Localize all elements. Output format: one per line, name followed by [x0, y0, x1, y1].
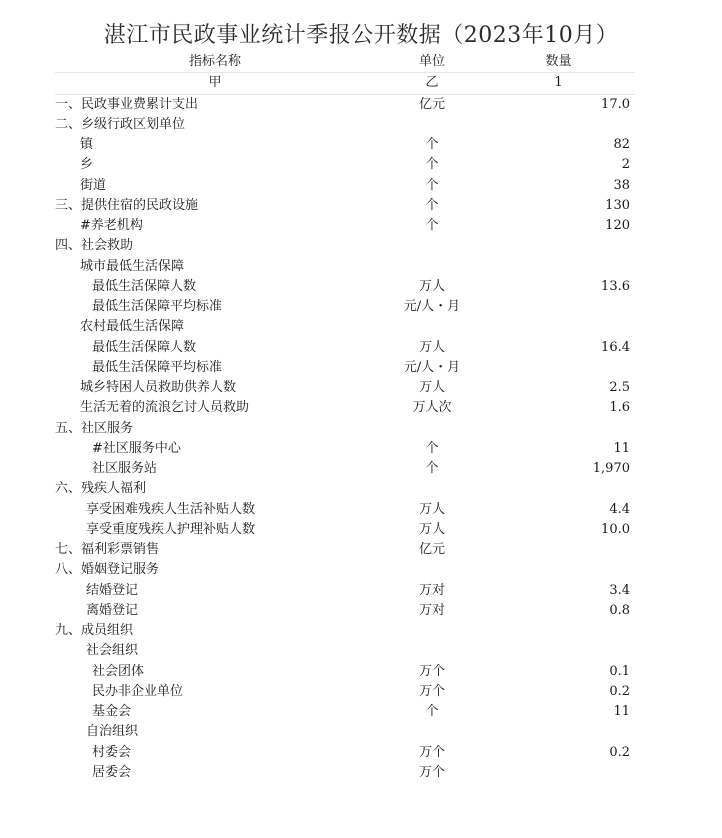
- table-row: [55, 196, 635, 216]
- subheader-unit: 乙: [425, 75, 439, 91]
- row-quantity: 120: [605, 218, 630, 233]
- row-indicator-name: 最低生活保障平均标准: [92, 299, 223, 314]
- table-row: [55, 297, 635, 317]
- table-row: [55, 155, 635, 175]
- row-unit: 万人: [418, 339, 445, 355]
- row-unit: 万个: [418, 663, 445, 679]
- header-name: 指标名称: [188, 54, 241, 69]
- row-unit: 个: [425, 197, 439, 213]
- row-indicator-name: 农村最低生活保障: [80, 319, 185, 335]
- row-indicator-name: 最低生活保障人数: [92, 278, 197, 294]
- table-row: [55, 662, 635, 682]
- table-body: [55, 95, 635, 784]
- header-quantity: 数量: [545, 54, 572, 69]
- row-indicator-name: 三、提供住宿的民政设施: [55, 197, 199, 213]
- table-row: [55, 702, 635, 722]
- table-row: [55, 641, 635, 661]
- row-unit: 元/人・月: [403, 299, 461, 314]
- row-unit: 万个: [418, 764, 445, 780]
- row-quantity: 13.6: [601, 278, 630, 294]
- subheader-name: 甲: [208, 75, 222, 91]
- row-unit: 个: [425, 157, 439, 173]
- table-row: [55, 277, 635, 297]
- table-row: [55, 398, 635, 418]
- table-subheader-row: [55, 73, 635, 94]
- table-row: [55, 722, 635, 742]
- row-unit: 万人: [418, 521, 445, 537]
- row-indicator-name: 二、乡级行政区划单位: [55, 116, 186, 132]
- row-indicator-name: 七、福利彩票销售: [55, 542, 160, 557]
- row-unit: 亿元: [418, 542, 445, 557]
- row-quantity: 2.5: [609, 380, 630, 395]
- row-quantity: 38: [613, 177, 630, 193]
- table-row: [55, 95, 635, 115]
- row-indicator-name: 社会组织: [86, 643, 139, 659]
- row-indicator-name: 城市最低生活保障: [80, 258, 185, 274]
- row-quantity: 0.2: [609, 683, 630, 699]
- row-indicator-name: 社会团体: [92, 663, 145, 679]
- table-row: [55, 581, 635, 601]
- row-unit: 万个: [418, 744, 445, 760]
- row-quantity: 82: [613, 137, 630, 152]
- row-indicator-name: 镇: [80, 137, 94, 152]
- row-unit: 个: [425, 440, 439, 456]
- row-indicator-name: 基金会: [92, 704, 132, 719]
- table-row: [55, 216, 635, 236]
- row-indicator-name: 生活无着的流浪乞讨人员救助: [80, 400, 250, 416]
- table-row: [55, 621, 635, 641]
- row-quantity: 4.4: [609, 501, 630, 517]
- row-quantity: 16.4: [601, 339, 630, 355]
- row-unit: 万人: [418, 501, 445, 517]
- table-row: [55, 682, 635, 702]
- row-quantity: 0.2: [609, 744, 630, 760]
- row-quantity: 1.6: [609, 400, 630, 416]
- row-indicator-name: 社区服务站: [92, 461, 158, 476]
- table-row: [55, 135, 635, 155]
- row-unit: 个: [425, 461, 439, 476]
- row-indicator-name: 居委会: [92, 764, 132, 780]
- row-indicator-name: 结婚登记: [86, 582, 139, 598]
- row-quantity: 2: [621, 157, 630, 173]
- subheader-quantity: 1: [554, 75, 563, 91]
- row-unit: 个: [425, 177, 439, 193]
- row-indicator-name: 最低生活保障平均标准: [92, 359, 223, 375]
- table-row: [55, 115, 635, 135]
- row-indicator-name: 八、婚姻登记服务: [55, 562, 160, 578]
- table-row: [55, 520, 635, 540]
- table-row: [55, 500, 635, 520]
- table-row: [55, 601, 635, 621]
- row-quantity: 11: [613, 440, 630, 456]
- row-unit: 个: [425, 704, 439, 719]
- row-unit: 万对: [418, 582, 445, 598]
- row-indicator-name: 村委会: [92, 744, 132, 760]
- row-unit: 万人: [418, 380, 445, 395]
- page-title: 湛江市民政事业统计季报公开数据（2023年10月）: [103, 23, 619, 48]
- row-unit: 万对: [418, 602, 445, 618]
- row-indicator-name: 九、成员组织: [55, 623, 134, 638]
- row-indicator-name: 街道: [80, 177, 107, 193]
- statistics-table: [55, 52, 635, 783]
- row-indicator-name: 离婚登记: [86, 602, 139, 618]
- table-row: [55, 338, 635, 358]
- row-quantity: 130: [605, 197, 630, 213]
- table-row: [55, 236, 635, 256]
- row-unit: 个: [425, 137, 439, 152]
- row-indicator-name: 民办非企业单位: [92, 683, 184, 699]
- header-unit: 单位: [418, 54, 445, 69]
- table-row: [55, 439, 635, 459]
- row-indicator-name: 乡: [80, 157, 94, 173]
- table-row: [55, 763, 635, 783]
- row-indicator-name: 最低生活保障人数: [92, 339, 197, 355]
- row-indicator-name: 六、残疾人福利: [55, 481, 147, 497]
- table-row: [55, 540, 635, 560]
- row-unit: 个: [425, 218, 439, 233]
- table-header-row: [55, 52, 635, 73]
- row-unit: 万个: [418, 683, 445, 699]
- row-indicator-name: #社区服务中心: [92, 440, 181, 456]
- row-quantity: 3.4: [609, 582, 630, 598]
- row-indicator-name: 自治组织: [86, 724, 139, 740]
- table-row: [55, 560, 635, 580]
- row-quantity: 17.0: [601, 96, 630, 112]
- table-row: [55, 378, 635, 398]
- row-unit: 亿元: [418, 96, 445, 112]
- row-indicator-name: 享受重度残疾人护理补贴人数: [86, 521, 256, 537]
- table-row: [55, 743, 635, 763]
- row-quantity: 10.0: [601, 521, 630, 537]
- row-indicator-name: #养老机构: [80, 218, 143, 233]
- row-indicator-name: 四、社会救助: [55, 238, 134, 254]
- row-quantity: 0.8: [609, 602, 630, 618]
- row-quantity: 1,970: [592, 461, 630, 476]
- table-row: [55, 419, 635, 439]
- row-indicator-name: 五、社区服务: [55, 420, 134, 436]
- table-row: [55, 317, 635, 337]
- table-row: [55, 479, 635, 499]
- row-unit: 元/人・月: [403, 359, 461, 375]
- table-row: [55, 459, 635, 479]
- table-row: [55, 257, 635, 277]
- table-row: [55, 358, 635, 378]
- row-indicator-name: 享受困难残疾人生活补贴人数: [86, 501, 256, 517]
- row-indicator-name: 城乡特困人员救助供养人数: [80, 380, 237, 395]
- row-quantity: 11: [613, 704, 630, 719]
- row-indicator-name: 一、民政事业费累计支出: [55, 96, 199, 112]
- row-unit: 万人次: [412, 400, 452, 416]
- table-row: [55, 176, 635, 196]
- row-quantity: 0.1: [609, 663, 630, 679]
- row-unit: 万人: [418, 278, 445, 294]
